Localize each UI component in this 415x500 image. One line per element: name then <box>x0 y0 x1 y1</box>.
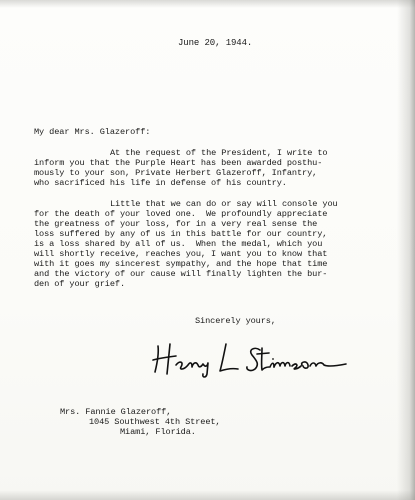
paragraph-2-line: loss suffered by any of us in this battle for our country, <box>34 229 328 239</box>
paragraph-2-line: Little that we can do or say will console you <box>110 199 338 209</box>
recipient-city: Miami, Florida. <box>120 427 196 437</box>
top-edge-shadow <box>0 0 415 8</box>
handwritten-signature <box>150 338 360 380</box>
letter-date: June 20, 1944. <box>178 38 253 48</box>
paragraph-2-line: and the victory of our cause will finally lighten the bur- <box>34 269 328 279</box>
paragraph-1-line: mously to your son, Private Herbert Glazeroff, Infantry, <box>34 168 318 178</box>
paragraph-2-line: will shortly receive, reaches you, I want you to know that <box>34 249 328 259</box>
closing: Sincerely yours, <box>195 316 276 326</box>
paragraph-1-line: At the request of the President, I write to <box>110 148 328 158</box>
paragraph-2-line: with it goes my sincerest sympathy, and the hope that time <box>34 259 328 269</box>
paragraph-2-line: the greatness of your loss, for in a very real sense the <box>34 219 318 229</box>
recipient-street: 1045 Southwest 4th Street, <box>89 417 221 427</box>
paragraph-2-line: den of your grief. <box>34 279 126 289</box>
paragraph-1-line: who sacrificed his life in defense of his country. <box>34 178 287 188</box>
recipient-name: Mrs. Fannie Glazeroff, <box>60 407 172 417</box>
paragraph-2-line: for the death of your loved one. We profoundly appreciate <box>34 209 328 219</box>
right-edge-shadow <box>397 0 415 500</box>
paragraph-2-line: is a loss shared by all of us. When the medal, which you <box>34 239 323 249</box>
paragraph-1-line: inform you that the Purple Heart has been awarded posthu- <box>34 158 323 168</box>
bottom-edge-shadow <box>0 490 415 500</box>
salutation: My dear Mrs. Glazeroff: <box>34 127 151 137</box>
